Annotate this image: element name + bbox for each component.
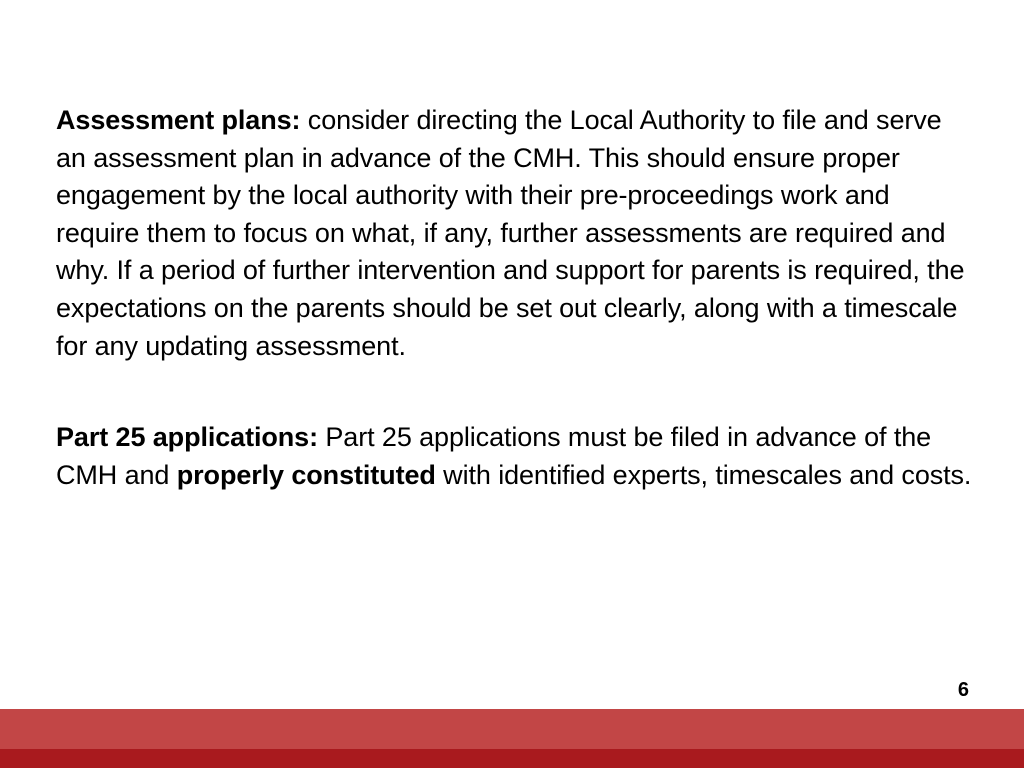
slide-content: [56, 102, 976, 494]
page-number: 6: [957, 679, 969, 701]
assessment-plans-body: consider directing the Local Authority to file and serve an assessment plan in advance of the CMH. This should ensure proper engagement by the local authority with their pre-proceedings work and require them to focus on what, if any, further assessments are required and why. If a period of further intervention and support for parents is required, the expectations on the parents should be set out clearly, along with a timescale for any updating assessment.: [56, 105, 965, 361]
properly-constituted-emphasis: properly constituted: [176, 459, 436, 490]
footer-band: [0, 709, 1024, 749]
footer-band-dark: [0, 749, 1024, 768]
part-25-heading: Part 25 applications:: [56, 422, 318, 453]
part-25-body-end: with identified experts, timescales and costs.: [435, 459, 972, 490]
part-25-body-start: Part 25 applications must be filed in advance of the CMH and: [56, 422, 932, 490]
assessment-plans-heading: Assessment plans:: [56, 105, 301, 135]
assessment-plans-paragraph: [56, 102, 976, 365]
part-25-paragraph: [56, 419, 976, 494]
